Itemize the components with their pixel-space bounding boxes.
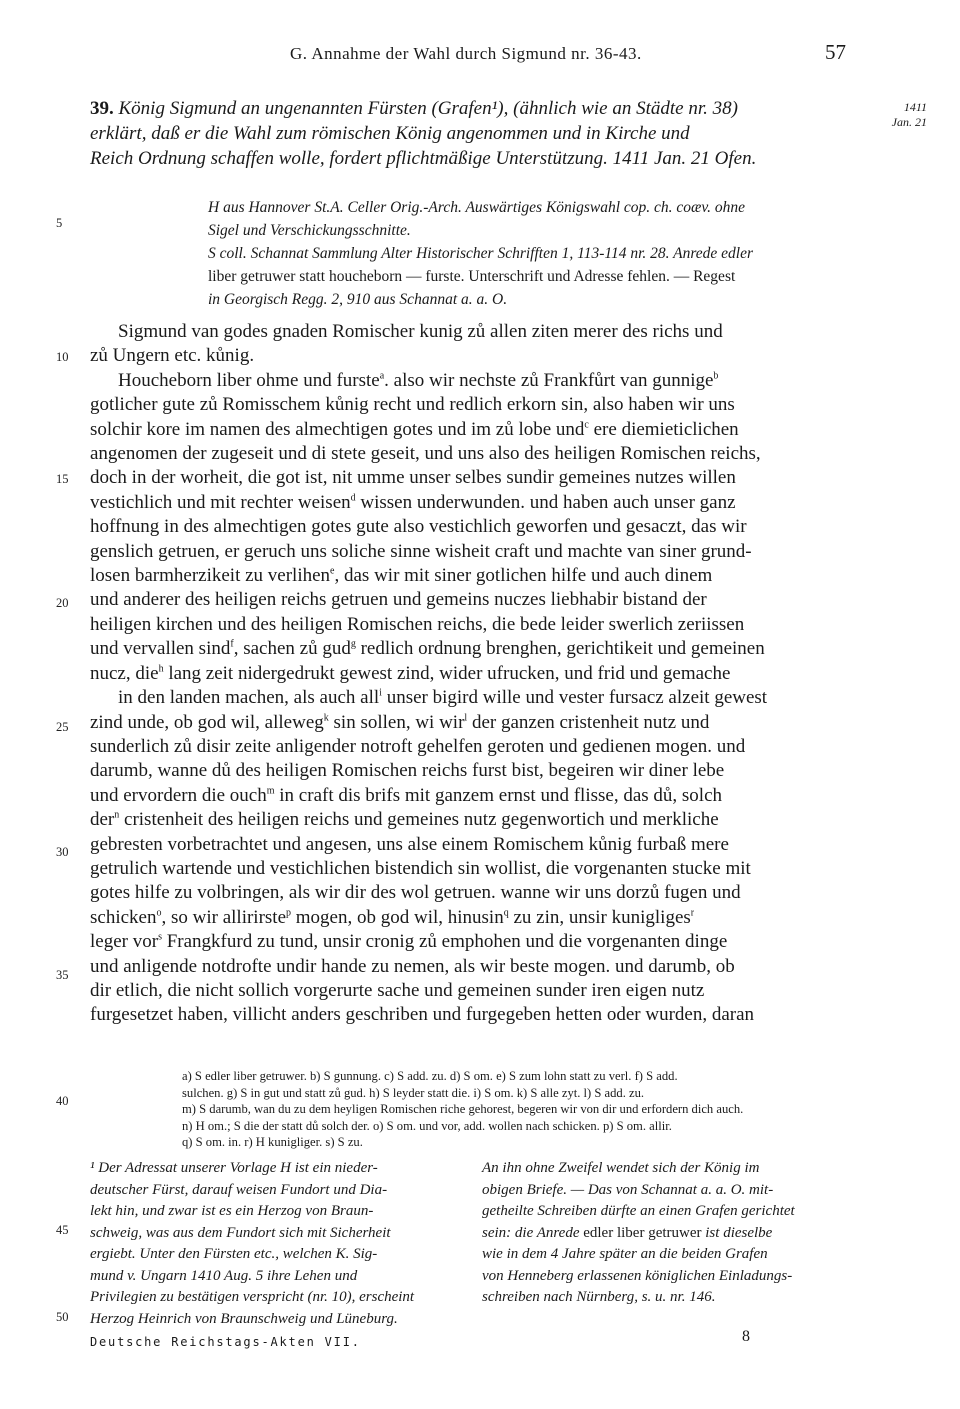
line-number: 30 [56, 845, 69, 859]
page-number: 57 [825, 40, 846, 64]
running-title: G. Annahme der Wahl durch Sigmund nr. 36-43. [290, 44, 642, 63]
note-line: sulchen. g) S in gut und statt zů gud. h) S leyder statt die. i) S om. k) S alle zyt. l) S add. zu. [182, 1085, 645, 1100]
note-line: a) S edler liber getruwer. b) S gunnung. c) S add. zu. d) S om. e) S zum lohn statt zu verl. f) S add. [182, 1069, 678, 1083]
note-line: n) H om.; S die der statt dů solch der. o) S om. und vor, add. wollen nach schicken. p) S om. allir. [182, 1118, 672, 1133]
signature-mark: 8 [742, 1328, 750, 1345]
line-number: 35 [56, 968, 69, 982]
publication-title: Deutsche Reichstags-Akten VII. [90, 1335, 361, 1349]
source-description [208, 196, 853, 311]
footnote-right-column: An ihn ohne Zweifel wendet sich der König im obigen Briefe. — Das von Schannat a. a. O. mit- getheilte Schreiben dürfte an einen Grafen gerichtet sein: die Anrede edler liber getruwer ist dieselbe wie in dem 4 Jahre später an die beiden Grafen von Henneberg erlassenen königlichen Einladungs- schreiben nach Nürnberg, s. u. nr. 146. [482, 1160, 795, 1305]
running-header [0, 40, 960, 74]
desc-line-3: S coll. Schannat Sammlung Alter Historischer Schrifften 1, 113-114 nr. 28. Anrede edler [208, 245, 754, 262]
line-number: 40 [56, 1094, 69, 1108]
line-number: 25 [56, 720, 69, 734]
variant-notes [182, 1068, 852, 1151]
line-number: 15 [56, 472, 69, 486]
desc-line-2: Sigel und Verschickungsschnitte. [208, 222, 411, 239]
margin-date: 1411 Jan. 21 [891, 100, 927, 129]
line-number: 20 [56, 596, 69, 610]
document-body: Sigmund van godes gnaden Romischer kunig zů allen ziten merer des richs und zů Ungern etc. kůnig. Houcheborn liber ohme und furste$^a$. also wir nechste zů Frankfůrt van gunnige$^b$ gotlicher gute zů Romisschem kůnig recht und redlich erkorn sin, also haben wir uns solchir kore im namen des almechtigen gotes und im zů lobe und$^c$ ere diemieticlichen angenomen der zugeseit und di stete geseit, und uns also des heiligen Romischen reichs, doch in der worheit, die got ist, nit umme unser selbes sundir gemeines nutzes willen vestichlich und mit rechter weisen$^d$ wissen underwunden. und haben auch unser ganz hoffnung in des almechtigen gotes gute also vestichlich geworfen und gesaczt, das wir genslich getruen, er geruch uns soliche sinne wisheit craft und machte van siner grund- losen barmherzikeit zu verlihen$^e$, das wir mit siner gotlichen hilfe und auch dinem und anderer des heiligen reichs getruen und gemeins nuczes liebhabir bistand der heiligen kirchen und des heiligen Romischen reichs, die bede leider swerlich zeriissen und vervallen sind$^f$, sachen zů gud$^g$ redlich ordnung brenghen, gerichtikeit und gemeinen nucz, die$^h$ lang zeit nidergedrukt gewest zind, wider ufrucken, und frid und gemache in den landen machen, als auch all$^i$ unser bigird wille und vester fursacz alzeit gewest zind unde, ob god wil, alleweg$^k$ sin sollen, wi wir$^l$ der ganzen cristenheit nutz und sunderlich zů disir zeite anligender notroft gehelfen geroten und gedienen mogen. und darumb, wanne dů des heiligen Romischen reichs furst bist, begeiren wir diner lebe und ervordern die ouch$^m$ in craft dis brifs mit ganzem ernst und flisse, das dů, solch der$^n$ cristenheit des heiligen reichs und gemeines nutz gegenwortich und merkliche gebresten vorbetrachtet und angesen, uns alse einem Romischem kůnig furbaß mere getrulich wartende und vestichlichen bistendich sin wollist, die vorgenanten stucke mit gotes hilfe zu volbringen, als wir dir des wol getruen. wanne wir uns dorzů fugen und schicken$^o$, so wir allirirste$^p$ mogen, ob god wil, hinusin$^q$ zu zin, unsir kunigliges$^r$ leger vor$^s$ Frangkfurd zu tund, unsir cronig zů emphohen und die vorgenanten dinge und anligende notdrofte undir hande zu nemen, als wir beste mogen. und darumb, ob dir etlich, die nicht sollich vorgerurte sache und gemeinen sunder iren eigen nutz furgesetzet haben, villicht anders geschriben und furgegeben hetten oder wurden, daran [90, 321, 768, 1026]
note-line: q) S om. in. r) H kunigliger. s) S zu. [182, 1135, 363, 1150]
entry-heading [90, 96, 850, 171]
heading-line-2: erklärt, daß er die Wahl zum römischen König angenommen und in Kirche und [90, 123, 690, 144]
desc-line-5: in Georgisch Regg. 2, 910 aus Schannat a. a. O. [208, 291, 508, 308]
heading-line-1: 39. König Sigmund an ungenannten Fürsten (Grafen¹), (ähnlich wie an Städte nr. 38) [90, 98, 738, 119]
heading-line-3: Reich Ordnung schaffen wolle, fordert pflichtmäßige Unterstützung. 1411 Jan. 21 Ofen. [90, 148, 757, 169]
note-line: m) S darumb, wan du zu dem heyligen Romischen riche gehorest, begeren wir von dir und erfordern dich auch. [182, 1102, 744, 1117]
desc-line-1: H aus Hannover St.A. Celler Orig.-Arch. Auswärtiges Königswahl cop. ch. coæv. ohne [208, 199, 745, 216]
line-number: 45 [56, 1223, 69, 1237]
footnote-left-column: ¹ Der Adressat unserer Vorlage H ist ein nieder- deutscher Fürst, darauf weisen Fundort und Dia- lekt hin, und zwar ist es ein Herzog von Braun- schweig, was aus dem Fundort sich mit Sicherheit ergiebt. Unter den Fürsten etc., welchen K. Sig- mund v. Ungarn 1410 Aug. 5 ihre Lehen und Privilegien zu bestätigen verspricht (nr. 10), erscheint Herzog Heinrich von Braunschweig und Lüneburg. [90, 1160, 415, 1327]
line-number: 50 [56, 1310, 69, 1324]
line-number: 5 [56, 216, 63, 230]
entry-number: 39. [90, 98, 114, 119]
desc-line-4: liber getruwer statt houcheborn — furste. Unterschrift und Adresse fehlen. — Regest [208, 268, 736, 285]
line-number: 10 [56, 350, 69, 364]
